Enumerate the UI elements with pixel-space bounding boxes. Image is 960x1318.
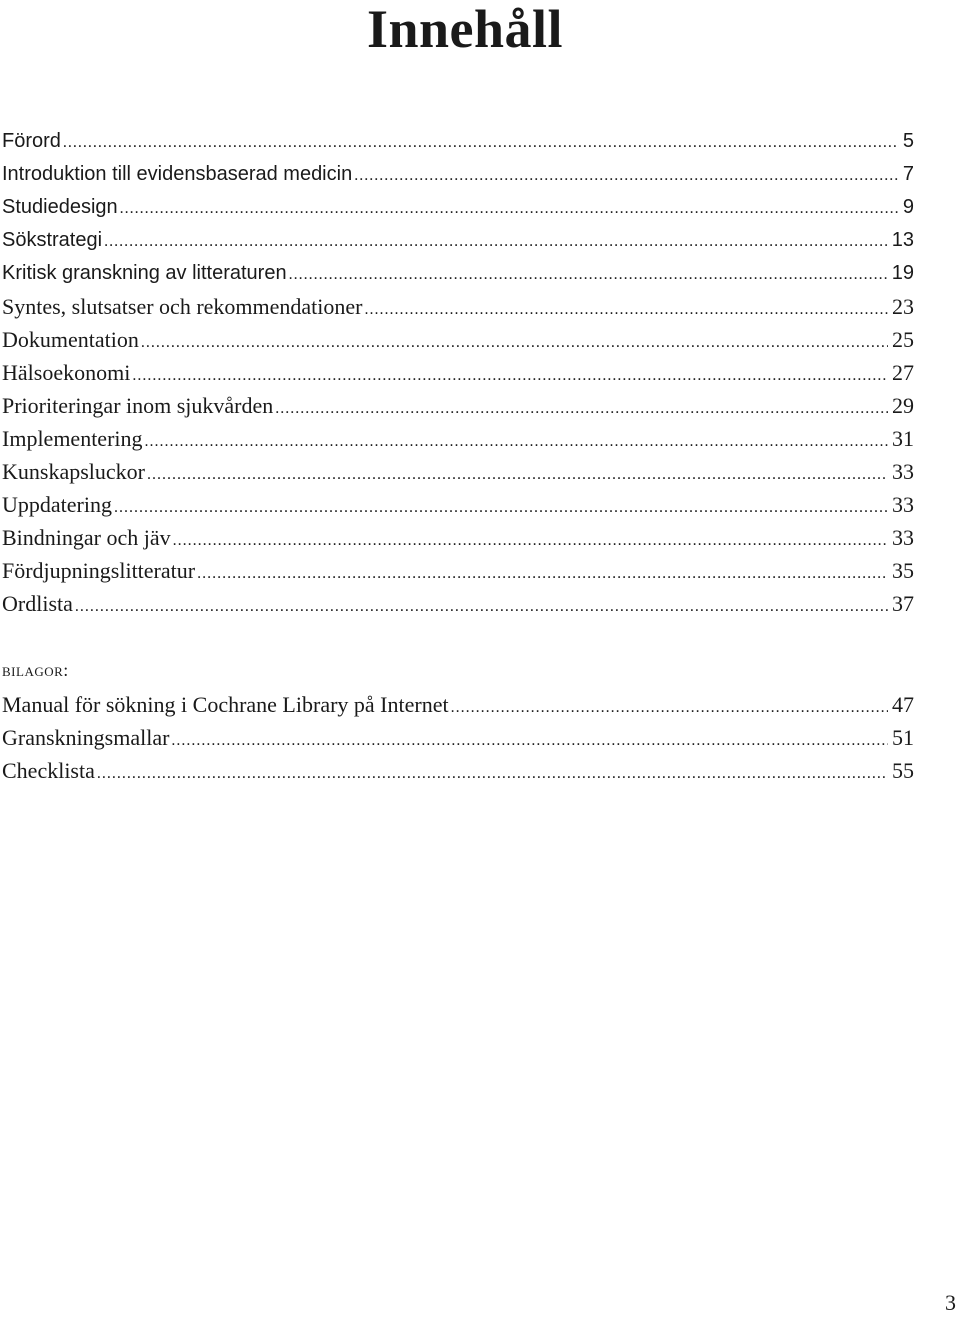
appendix-entry-checklista[interactable] — [2, 754, 914, 787]
toc-entry-page: 51 — [892, 725, 914, 750]
dot-leader — [145, 425, 888, 458]
toc-entry-page: 7 — [902, 163, 914, 185]
dot-leader — [132, 359, 888, 392]
toc-entry-page: 27 — [892, 360, 914, 385]
dot-leader — [141, 326, 888, 359]
toc-entry-page: 29 — [892, 393, 914, 418]
toc-entry-page: 23 — [892, 294, 914, 319]
toc-entry-page: 33 — [892, 459, 914, 484]
toc-entry-title: Manual för sökning i Cochrane Library på Internet — [2, 692, 449, 717]
toc-entry-page: 5 — [902, 130, 914, 152]
table-of-contents — [2, 125, 914, 620]
dot-leader — [289, 258, 888, 291]
dot-leader — [354, 159, 899, 192]
appendix-label: bilagor: — [2, 660, 69, 680]
dot-leader — [364, 293, 888, 326]
dot-leader — [275, 392, 888, 425]
toc-entry-title: Hälsoekonomi — [2, 360, 131, 385]
toc-entry-title: Bindningar och jäv — [2, 525, 171, 550]
toc-entry-prioriteringar[interactable] — [2, 389, 914, 422]
toc-entry-page: 9 — [902, 196, 914, 218]
toc-entry-page: 13 — [891, 229, 914, 251]
toc-entry-title: Implementering — [2, 426, 143, 451]
toc-entry-bindningar[interactable] — [2, 521, 914, 554]
appendix-entry-cochrane-manual[interactable] — [2, 688, 914, 721]
toc-entry-kunskapsluckor[interactable] — [2, 455, 914, 488]
toc-entry-page: 31 — [892, 426, 914, 451]
page-title: Innehåll — [366, 0, 564, 59]
toc-entry-fordjupning[interactable] — [2, 554, 914, 587]
toc-entry-page: 19 — [891, 262, 914, 284]
dot-leader — [197, 557, 888, 590]
dot-leader — [451, 691, 888, 724]
page-number: 3 — [945, 1290, 956, 1315]
toc-entry-introduktion[interactable] — [2, 158, 914, 191]
toc-entry-title: Fördjupningslitteratur — [2, 558, 196, 583]
toc-entry-title: Introduktion till evidensbaserad medicin — [2, 163, 353, 185]
toc-entry-title: Dokumentation — [2, 327, 139, 352]
toc-entry-title: Prioriteringar inom sjukvården — [2, 393, 274, 418]
toc-entry-halsoekonomi[interactable] — [2, 356, 914, 389]
toc-entry-implementering[interactable] — [2, 422, 914, 455]
toc-entry-title: Granskningsmallar — [2, 725, 170, 750]
toc-entry-syntes[interactable] — [2, 290, 914, 323]
dot-leader — [147, 458, 888, 491]
toc-entry-page: 47 — [892, 692, 914, 717]
toc-entry-page: 25 — [892, 327, 914, 352]
dot-leader — [97, 757, 888, 790]
toc-entry-page: 33 — [892, 525, 914, 550]
appendix-list — [2, 688, 914, 787]
toc-entry-title: Ordlista — [2, 591, 73, 616]
toc-entry-uppdatering[interactable] — [2, 488, 914, 521]
toc-entry-title: Checklista — [2, 758, 95, 783]
toc-entry-dokumentation[interactable] — [2, 323, 914, 356]
toc-entry-page: 37 — [892, 591, 914, 616]
dot-leader — [114, 491, 888, 524]
toc-entry-forord[interactable] — [2, 125, 914, 158]
toc-entry-kritisk-granskning[interactable] — [2, 257, 914, 290]
toc-entry-ordlista[interactable] — [2, 587, 914, 620]
toc-entry-title: Kunskapsluckor — [2, 459, 145, 484]
toc-entry-title: Sökstrategi — [2, 229, 103, 251]
dot-leader — [171, 724, 888, 757]
dot-leader — [63, 126, 899, 159]
dot-leader — [75, 590, 888, 623]
dot-leader — [104, 225, 888, 258]
toc-entry-title: Förord — [2, 130, 61, 152]
toc-entry-page: 35 — [892, 558, 914, 583]
toc-entry-title: Kritisk granskning av litteraturen — [2, 262, 287, 284]
appendix-entry-granskningsmallar[interactable] — [2, 721, 914, 754]
toc-entry-sokstrategi[interactable] — [2, 224, 914, 257]
dot-leader — [120, 192, 899, 225]
toc-entry-page: 55 — [892, 758, 914, 783]
toc-entry-title: Syntes, slutsatser och rekommendationer — [2, 294, 363, 319]
toc-entry-page: 33 — [892, 492, 914, 517]
dot-leader — [173, 524, 888, 557]
toc-entry-studiedesign[interactable] — [2, 191, 914, 224]
toc-entry-title: Studiedesign — [2, 196, 118, 218]
toc-entry-title: Uppdatering — [2, 492, 112, 517]
